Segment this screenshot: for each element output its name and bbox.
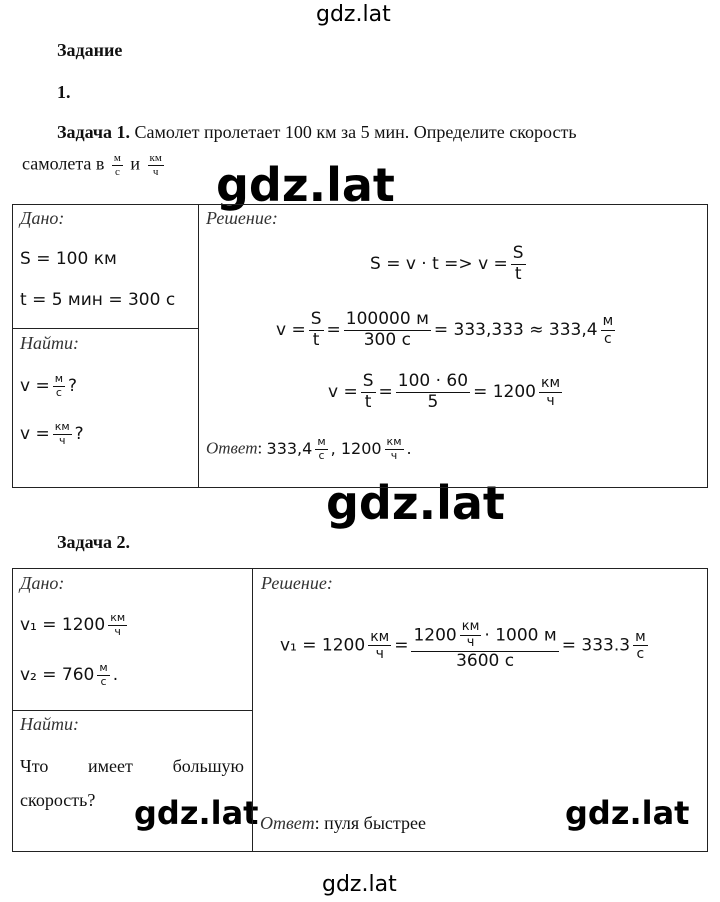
task1-text-and: и <box>130 153 141 174</box>
task1-answer-label: Ответ <box>206 438 258 458</box>
section-number: 1. <box>57 82 71 102</box>
task2-answer: Ответ: пуля быстрее <box>260 813 426 833</box>
task2-given-1: v₁ = 1200 $\frac{км}{ч}$ <box>20 611 126 638</box>
task2-divider <box>252 568 253 852</box>
task1-find-1: v = $\frac{м}{с}$ ? <box>20 372 78 399</box>
task1-given-1: S = 100 км <box>20 249 117 269</box>
task1-find-label: Найти: <box>20 333 79 353</box>
watermark-mid2: gdz.lat <box>326 476 505 530</box>
task2-answer-label: Ответ <box>260 813 315 833</box>
task1-eq2: v = $\frac{S}{t}$ = $\frac{100000 м}{300 с}$ = 333,333 ≈ 333,4 $\frac{м}{с}$ <box>276 309 614 350</box>
task1-text: Самолет пролетает 100 км за 5 мин. Определите скорость <box>134 122 577 142</box>
task1-divider <box>198 204 199 488</box>
watermark-bottom: gdz.lat <box>322 872 397 897</box>
task1-solution-label: Решение: <box>206 208 278 228</box>
task1-eq1: S = v · t => v = $\frac{S}{t}$ <box>370 243 524 284</box>
task1-text-prefix: самолета в <box>22 153 105 174</box>
task2-label: Задача 2. <box>57 532 131 552</box>
task1-given-label: Дано: <box>20 208 65 228</box>
task1-answer: Ответ: 333,4 $\frac{м}{с}$ , 1200 $\frac{км}{ч}$ . <box>206 435 412 462</box>
task2-given-label: Дано: <box>20 573 65 593</box>
section-title: Задание <box>57 40 123 60</box>
task2-equation: v₁ = 1200 $\frac{км}{ч}$ = 1200 $\frac{км}{ч}$ · 1000 м 3600 с = 333.3 $\frac{м}{с}$ <box>280 619 646 671</box>
task1-label: Задача 1. <box>57 122 131 142</box>
task1-statement-line2 <box>22 152 167 178</box>
watermark-left-small: gdz.lat <box>134 794 259 832</box>
watermark-right-small: gdz.lat <box>565 794 690 832</box>
task2-given-2: v₂ = 760 $\frac{м}{с}$ . <box>20 661 119 688</box>
task1-hdivider <box>12 328 198 329</box>
task2-solution-label: Решение: <box>261 573 333 593</box>
task2-hdivider <box>12 710 252 711</box>
watermark-mid1: gdz.lat <box>216 158 395 212</box>
task1-eq3: v = $\frac{S}{t}$ = $\frac{100 \cdot 60}{5}$ = 1200 $\frac{км}{ч}$ <box>328 371 561 412</box>
task2-find-label: Найти: <box>20 714 79 734</box>
task2-find-text-1: Что имеет большую <box>20 756 244 776</box>
unit-m-per-s: $\frac{м}{с}$ <box>113 152 121 178</box>
watermark-top: gdz.lat <box>316 2 391 27</box>
unit-km-per-h: $\frac{км}{ч}$ <box>149 152 162 178</box>
task2-find-text-2: скорость? <box>20 790 96 810</box>
task1-find-2: v = $\frac{км}{ч}$ ? <box>20 420 84 447</box>
task1-statement <box>57 122 577 143</box>
task1-given-2: t = 5 мин = 300 с <box>20 290 176 310</box>
